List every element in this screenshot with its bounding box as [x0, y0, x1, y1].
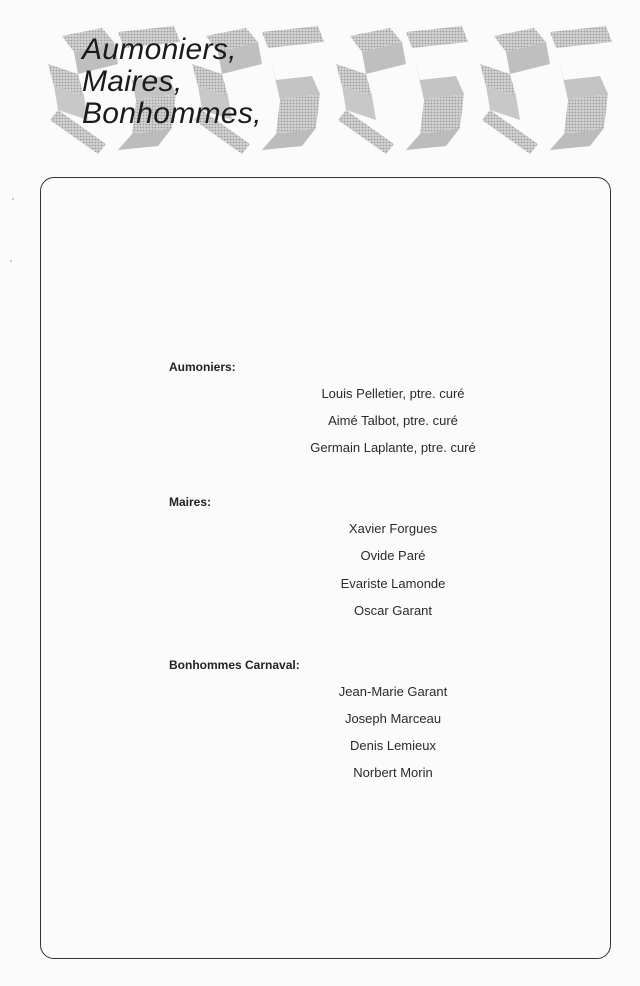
section-label-bonhommes-carnaval: Bonhommes Carnaval: [169, 658, 300, 672]
list-item: Joseph Marceau [344, 711, 442, 726]
list-item: Louis Pelletier, ptre. curé [321, 386, 465, 401]
25-anniversary-logo-icon [472, 24, 617, 156]
list-item: Denis Lemieux [350, 738, 436, 753]
title-line-maires: Maires, [82, 65, 183, 98]
list-item: Ovide Paré [360, 548, 426, 563]
title-line-bonhommes: Bonhommes, [82, 97, 262, 130]
25-anniversary-logo-icon [328, 24, 473, 156]
list-item: Jean-Marie Garant [338, 684, 448, 699]
scan-speck [12, 198, 14, 200]
list-item: Evariste Lamonde [340, 576, 446, 591]
list-item: Germain Laplante, ptre. curé [310, 440, 476, 455]
list-item: Norbert Morin [353, 765, 433, 780]
list-item: Oscar Garant [353, 603, 433, 618]
list-item: Xavier Forgues [348, 521, 438, 536]
page-title [82, 34, 262, 130]
scan-speck [10, 260, 12, 262]
content-frame [40, 177, 611, 959]
section-label-maires: Maires: [169, 495, 212, 509]
title-line-aumoniers: Aumoniers, [82, 33, 237, 66]
section-label-aumoniers: Aumoniers: [169, 360, 236, 374]
list-item: Aimé Talbot, ptre. curé [328, 413, 458, 428]
